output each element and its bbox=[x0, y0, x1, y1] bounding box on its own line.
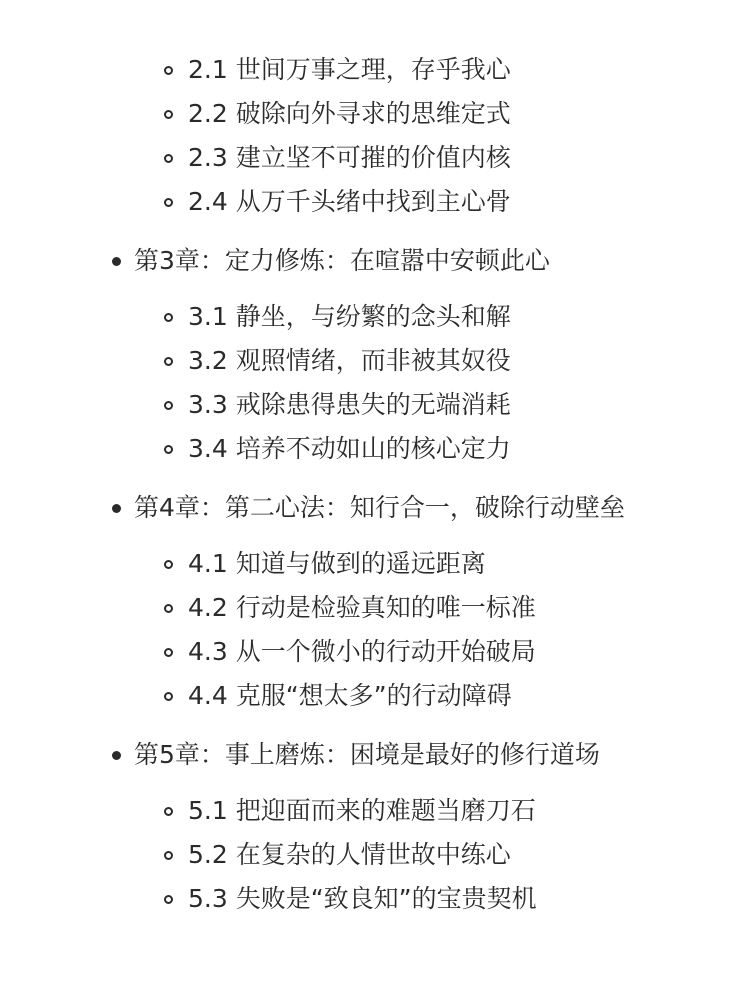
outline-section-3-2: 3.2 观照情绪，而非被其奴役 bbox=[188, 346, 511, 375]
circle-bullet-icon bbox=[164, 692, 173, 701]
outline-section-4-4: 4.4 克服“想太多”的行动障碍 bbox=[188, 681, 512, 710]
circle-bullet-icon bbox=[164, 357, 173, 366]
disc-bullet-icon bbox=[112, 751, 121, 760]
outline-section-4-3: 4.3 从一个微小的行动开始破局 bbox=[188, 637, 536, 666]
outline-section-3-1: 3.1 静坐，与纷繁的念头和解 bbox=[188, 302, 511, 331]
outline-chapter-4: 第4章：第二心法：知行合一，破除行动壁垒 bbox=[134, 493, 625, 522]
circle-bullet-icon bbox=[164, 604, 173, 613]
circle-bullet-icon bbox=[164, 560, 173, 569]
outline-section-2-1: 2.1 世间万事之理，存乎我心 bbox=[188, 55, 511, 84]
outline-section-2-4: 2.4 从万千头绪中找到主心骨 bbox=[188, 187, 511, 216]
outline-section-2-2: 2.2 破除向外寻求的思维定式 bbox=[188, 99, 511, 128]
circle-bullet-icon bbox=[164, 110, 173, 119]
outline-section-4-2: 4.2 行动是检验真知的唯一标准 bbox=[188, 593, 536, 622]
circle-bullet-icon bbox=[164, 648, 173, 657]
outline-section-3-3: 3.3 戒除患得患失的无端消耗 bbox=[188, 390, 511, 419]
circle-bullet-icon bbox=[164, 895, 173, 904]
outline-chapter-3: 第3章：定力修炼：在喧嚣中安顿此心 bbox=[134, 246, 550, 275]
circle-bullet-icon bbox=[164, 851, 173, 860]
circle-bullet-icon bbox=[164, 154, 173, 163]
circle-bullet-icon bbox=[164, 807, 173, 816]
outline-section-4-1: 4.1 知道与做到的遥远距离 bbox=[188, 549, 486, 578]
circle-bullet-icon bbox=[164, 66, 173, 75]
circle-bullet-icon bbox=[164, 445, 173, 454]
outline-section-2-3: 2.3 建立坚不可摧的价值内核 bbox=[188, 143, 511, 172]
outline-section-5-1: 5.1 把迎面而来的难题当磨刀石 bbox=[188, 796, 536, 825]
circle-bullet-icon bbox=[164, 198, 173, 207]
outline-section-3-4: 3.4 培养不动如山的核心定力 bbox=[188, 434, 511, 463]
circle-bullet-icon bbox=[164, 313, 173, 322]
outline-chapter-5: 第5章：事上磨炼：困境是最好的修行道场 bbox=[134, 740, 600, 769]
circle-bullet-icon bbox=[164, 401, 173, 410]
outline-section-5-3: 5.3 失败是“致良知”的宝贵契机 bbox=[188, 884, 537, 913]
outline-section-5-2: 5.2 在复杂的人情世故中练心 bbox=[188, 840, 511, 869]
disc-bullet-icon bbox=[112, 504, 121, 513]
disc-bullet-icon bbox=[112, 257, 121, 266]
